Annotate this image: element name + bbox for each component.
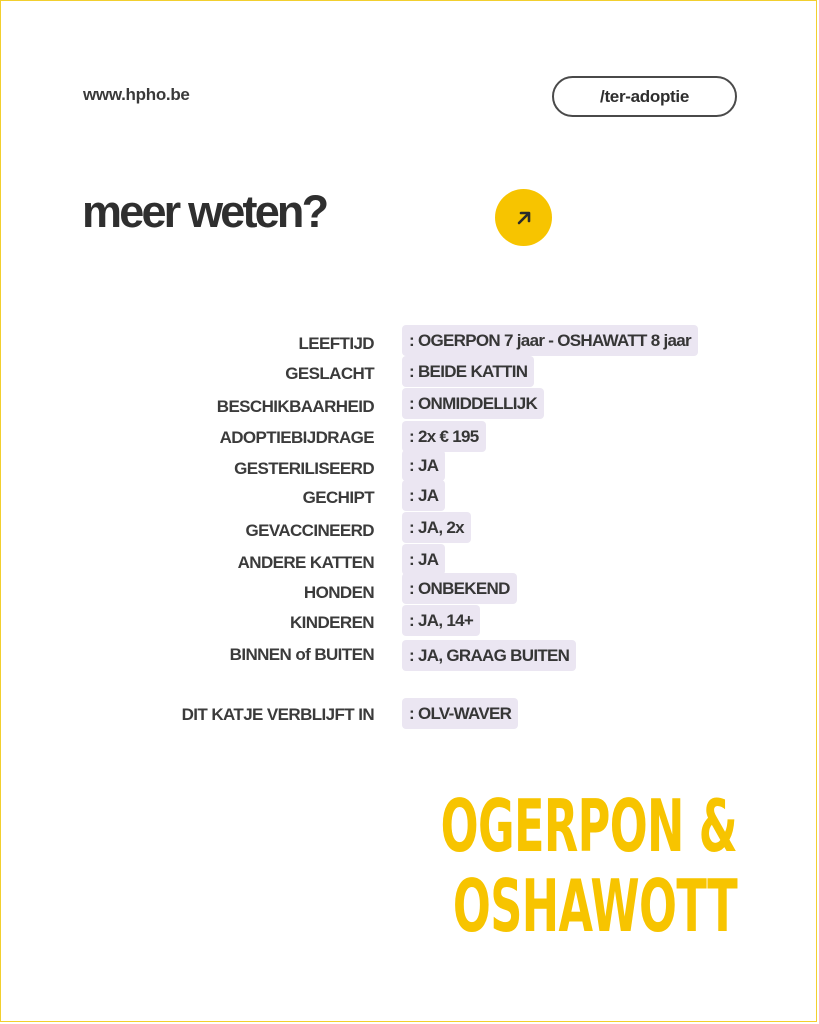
- cat-names-line-2: OSHAWOTT: [452, 864, 737, 948]
- cat-names-title: [441, 786, 737, 946]
- label-geslacht: GESLACHT: [285, 364, 374, 383]
- site-url[interactable]: www.hpho.be: [83, 85, 190, 104]
- value-honden: : ONBEKEND: [402, 573, 517, 604]
- value-beschikbaarheid: : ONMIDDELLIJK: [402, 388, 544, 419]
- value-gechipt: : JA: [402, 480, 445, 511]
- value-verblijft-in: : OLV-WAVER: [402, 698, 518, 729]
- label-kinderen: KINDEREN: [290, 613, 374, 632]
- label-beschikbaarheid: BESCHIKBAARHEID: [216, 397, 374, 416]
- value-kinderen: : JA, 14+: [402, 605, 480, 636]
- label-adoptiebijdrage: ADOPTIEBIJDRAGE: [219, 428, 374, 447]
- value-adoptiebijdrage: : 2x € 195: [402, 421, 486, 452]
- value-gesteriliseerd: : JA: [402, 450, 445, 481]
- value-leeftijd: : OGERPON 7 jaar - OSHAWATT 8 jaar: [402, 325, 698, 356]
- label-andere-katten: ANDERE KATTEN: [237, 553, 374, 572]
- value-gevaccineerd: : JA, 2x: [402, 512, 471, 543]
- arrow-button[interactable]: [495, 189, 552, 246]
- cat-names-line-1: OGERPON &: [440, 784, 737, 868]
- value-geslacht: : BEIDE KATTIN: [402, 356, 534, 387]
- label-verblijft-in: DIT KATJE VERBLIJFT IN: [181, 705, 374, 724]
- label-honden: HONDEN: [303, 583, 374, 602]
- headline: meer weten?: [82, 186, 327, 237]
- arrow-up-right-icon: [514, 208, 534, 228]
- label-gechipt: GECHIPT: [302, 488, 374, 507]
- label-gevaccineerd: GEVACCINEERD: [245, 521, 374, 540]
- label-binnen-buiten: BINNEN of BUITEN: [229, 645, 374, 664]
- value-andere-katten: : JA: [402, 544, 445, 575]
- label-leeftijd: LEEFTIJD: [298, 334, 374, 353]
- value-binnen-buiten: : JA, GRAAG BUITEN: [402, 640, 576, 671]
- ter-adoptie-pill[interactable]: /ter-adoptie: [552, 76, 737, 117]
- label-gesteriliseerd: GESTERILISEERD: [234, 459, 374, 478]
